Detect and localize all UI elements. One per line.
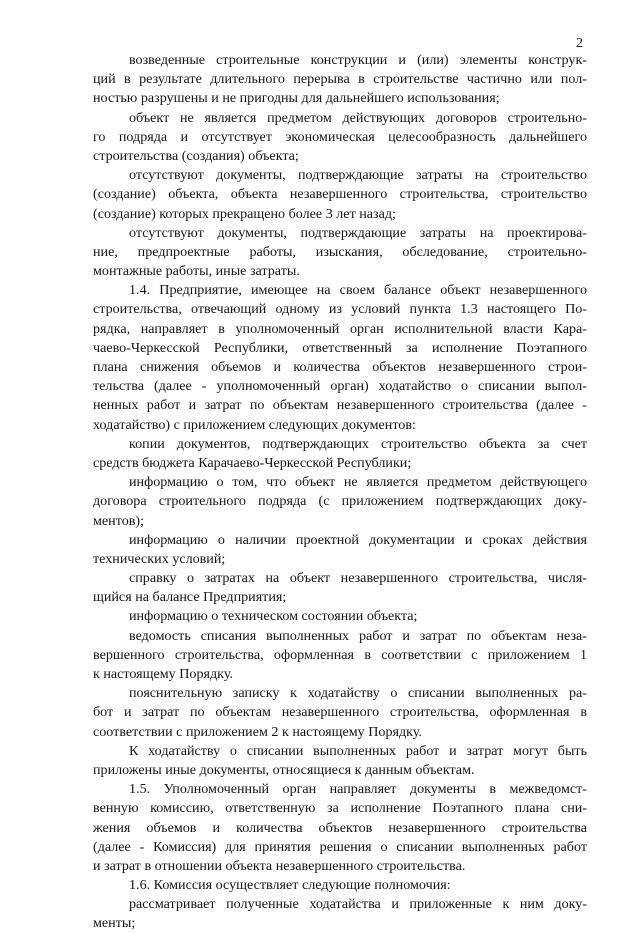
text-line: венную комиссию, ответственную за исполнение Поэтапного плана сни- [93, 800, 587, 817]
text-line: (далее - Комиссия) для принятия решения о списании выполненных работ [93, 838, 587, 855]
text-line: бот и затрат по объектам незавершенного строительства, оформленная в [93, 704, 587, 721]
text-line: пояснительную записку к ходатайству о списании выполненных ра- [129, 685, 587, 702]
text-line: менты; [93, 915, 136, 932]
text-line: ние, предпроектные работы, изыскания, обследование, строительно- [93, 243, 587, 260]
text-line: тельства (далее - уполномоченный орган) ходатайство о списании выпол- [93, 378, 587, 395]
text-line: технических условий; [93, 550, 226, 567]
text-line: 1.6. Комиссия осуществляет следующие полномочия: [129, 877, 451, 894]
text-line: вершенного строительства, оформленная в соответствии с приложением 1 [93, 646, 587, 663]
text-line: монтажные работы, иные затраты. [93, 263, 300, 280]
text-line: средств бюджета Карачаево-Черкесской Республики; [93, 454, 412, 471]
text-line: информацию о техническом состоянии объекта; [129, 608, 418, 625]
document-body [93, 51, 587, 934]
text-line: К ходатайству о списании выполненных работ и затрат могут быть [129, 742, 587, 759]
text-line: ведомость списания выполненных работ и затрат по объектам неза- [129, 627, 587, 644]
text-line: 1.5. Уполномоченный орган направляет документы в межведомст- [129, 781, 587, 798]
text-line: 1.4. Предприятие, имеющее на своем балансе объект незавершенного [129, 282, 587, 299]
text-line: го подряда и отсутствует экономическая целесообразность дальнейшего [93, 128, 587, 145]
text-line: чаево-Черкесской Республики, ответственный за исполнение Поэтапного [93, 339, 587, 356]
text-line: ментов); [93, 512, 145, 529]
text-line: и затрат в отношении объекта незавершенного строительства. [93, 857, 466, 874]
text-line: справку о затратах на объект незавершенного строительства, числя- [129, 570, 587, 587]
text-line: рассматривает полученные ходатайства и приложенные к ним доку- [129, 896, 587, 913]
text-line: возведенные строительные конструкции и (или) элементы конструк- [129, 52, 587, 68]
text-line: информацию о наличии проектной документации и сроках действия [129, 531, 587, 548]
text-line: отсутствуют документы, подтверждающие затраты на строительство [129, 167, 587, 184]
text-line: копии документов, подтверждающих строительство объекта за счет [129, 435, 587, 452]
text-line: договора строительного подряда (с приложением подтверждающих доку- [93, 493, 587, 510]
text-line: ностью разрушены и не пригодны для дальнейшего использования; [93, 90, 500, 107]
text-line: ций в результате длительного перерыва в строительстве частично или пол- [93, 71, 587, 88]
text-line: ненных работ и затрат по объектам незавершенного строительства (далее - [93, 397, 587, 414]
text-line: приложены иные документы, относящиеся к данным объектам. [93, 761, 475, 778]
text-line: к настоящему Порядку. [93, 666, 233, 682]
text-line: жения объемов и количества объектов незавершенного строительства [93, 819, 587, 836]
text-line: ходатайство) с приложением следующих документов: [93, 416, 416, 433]
page-number: 2 [576, 36, 583, 51]
text-line: (создание) которых прекращено более 3 лет назад; [93, 205, 396, 222]
text-line: строительства, отвечающий одному из условий пункта 1.3 настоящего По- [93, 301, 587, 318]
text-line: отсутствуют документы, подтверждающие затраты на проектирова- [129, 224, 587, 241]
text-line: рядка, направляет в уполномоченный орган исполнительной власти Кара- [93, 320, 587, 337]
text-line: щийся на балансе Предприятия; [93, 589, 287, 606]
text-line: строительства (создания) объекта; [93, 147, 299, 164]
text-line: (создание) объекта, объекта незавершенного строительства, строительство [93, 186, 587, 203]
text-line: информацию о том, что объект не является предметом действующего [129, 474, 587, 491]
text-line: плана снижения объемов и количества объектов незавершенного строи- [93, 359, 587, 375]
text-line: объект не является предметом действующих договоров строительно- [129, 109, 587, 126]
text-line: соответствии с приложением 2 к настоящему Порядку. [93, 723, 422, 740]
